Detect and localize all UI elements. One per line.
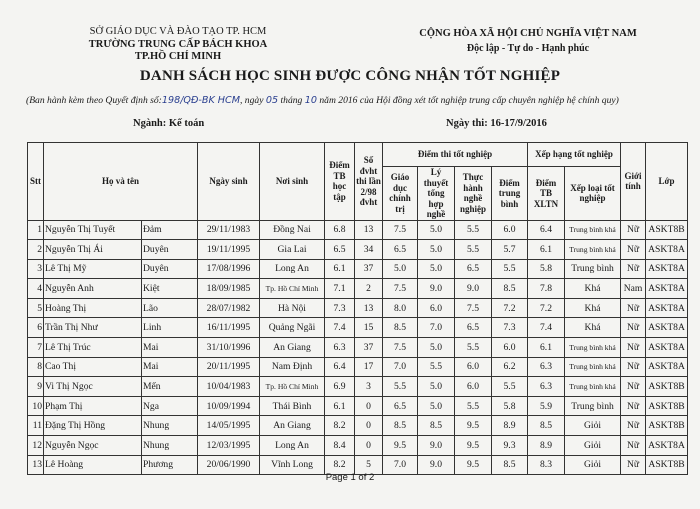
cell-stt: 5	[28, 298, 44, 318]
cell-class: ASKT8B	[646, 377, 688, 397]
cell-first-name: Đảm	[142, 220, 198, 240]
cell-dob: 17/08/1996	[198, 259, 260, 279]
cell-civics: 7.5	[383, 220, 418, 240]
cell-civics: 8.5	[383, 318, 418, 338]
cell-gender: Nữ	[621, 436, 646, 456]
cell-grad-score: 8.5	[528, 416, 565, 436]
cell-first-name: Linh	[142, 318, 198, 338]
cell-gpa: 7.4	[325, 318, 355, 338]
cell-grad-score: 7.4	[528, 318, 565, 338]
cell-class: ASKT8A	[646, 298, 688, 318]
cell-gpa: 6.8	[325, 220, 355, 240]
cell-class: ASKT8A	[646, 357, 688, 377]
cell-class: ASKT8B	[646, 416, 688, 436]
decree-day: 05	[265, 95, 279, 106]
cell-stt: 2	[28, 240, 44, 260]
cell-grade: Khá	[565, 298, 621, 318]
cell-grad-score: 7.2	[528, 298, 565, 318]
cell-stt: 12	[28, 436, 44, 456]
cell-practice: 9.5	[455, 455, 492, 475]
cell-class: ASKT8A	[646, 436, 688, 456]
cell-grad-score: 6.1	[528, 240, 565, 260]
cell-stt: 10	[28, 396, 44, 416]
cell-first-name: Nhung	[142, 416, 198, 436]
col-grade: Xếp loại tốt nghiệp	[565, 167, 621, 221]
decree-prefix: (Ban hành kèm theo Quyết định số:	[26, 95, 162, 106]
cell-last-name: Nguyễn Thị Tuyết	[44, 220, 142, 240]
cell-civics: 8.0	[383, 298, 418, 318]
cell-exam-avg: 8.9	[492, 416, 528, 436]
cell-grad-score: 7.8	[528, 279, 565, 299]
col-class: Lớp	[646, 143, 688, 221]
cell-last-name: Nguyễn Ngọc	[44, 436, 142, 456]
cell-pob: Nam Định	[260, 357, 325, 377]
cell-gender: Nữ	[621, 357, 646, 377]
cell-stt: 3	[28, 259, 44, 279]
decree-number: 198/QĐ-BK HCM	[161, 95, 240, 106]
cell-practice: 6.5	[455, 259, 492, 279]
col-exam-avg: Điểm trung bình	[492, 167, 528, 221]
cell-grade: Trung bình khá	[565, 240, 621, 260]
cell-class: ASKT8A	[646, 240, 688, 260]
cell-grade: Trung bình khá	[565, 338, 621, 358]
cell-exam-avg: 6.2	[492, 357, 528, 377]
cell-grade: Trung bình khá	[565, 220, 621, 240]
cell-last-name: Trần Thị Như	[44, 318, 142, 338]
cell-exam-avg: 6.0	[492, 220, 528, 240]
cell-last-name: Hoàng Thị	[44, 298, 142, 318]
cell-gpa: 6.4	[325, 357, 355, 377]
cell-class: ASKT8A	[646, 338, 688, 358]
cell-last-name: Lê Thị Trúc	[44, 338, 142, 358]
table-row	[28, 240, 688, 260]
cell-pob: Quảng Ngãi	[260, 318, 325, 338]
page-title: DANH SÁCH HỌC SINH ĐƯỢC CÔNG NHẬN TỐT NGHIỆP	[139, 68, 561, 84]
cell-pob: Tp. Hồ Chí Minh	[260, 279, 325, 299]
cell-stt: 4	[28, 279, 44, 299]
table-row	[28, 279, 688, 299]
table-row	[28, 298, 688, 318]
table-row	[28, 396, 688, 416]
cell-dob: 18/09/1985	[198, 279, 260, 299]
col-stt: Stt	[28, 143, 44, 221]
table-row	[28, 338, 688, 358]
cell-retake: 15	[355, 318, 383, 338]
cell-stt: 1	[28, 220, 44, 240]
cell-practice: 6.5	[455, 318, 492, 338]
exam-date-label: Ngày thi: 16-17/9/2016	[446, 118, 547, 129]
cell-gender: Nữ	[621, 377, 646, 397]
cell-civics: 5.5	[383, 377, 418, 397]
table-row	[28, 436, 688, 456]
cell-theory: 5.0	[418, 259, 455, 279]
cell-civics: 8.5	[383, 416, 418, 436]
cell-practice: 5.5	[455, 396, 492, 416]
cell-dob: 20/11/1995	[198, 357, 260, 377]
col-civics: Giáo dục chính trị	[383, 167, 418, 221]
cell-grade: Giỏi	[565, 455, 621, 475]
cell-grade: Trung bình khá	[565, 377, 621, 397]
issuer-block	[58, 26, 298, 64]
cell-exam-avg: 7.3	[492, 318, 528, 338]
cell-exam-avg: 5.5	[492, 377, 528, 397]
cell-pob: Đồng Nai	[260, 220, 325, 240]
cell-theory: 9.0	[418, 455, 455, 475]
cell-pob: Thái Bình	[260, 396, 325, 416]
col-grad-score: Điểm TB XLTN	[528, 167, 565, 221]
cell-first-name: Phương	[142, 455, 198, 475]
decree-day-label: , ngày	[240, 95, 264, 106]
page-number: Page 1 of 2	[325, 472, 375, 483]
cell-retake: 0	[355, 436, 383, 456]
cell-grade: Khá	[565, 279, 621, 299]
cell-exam-avg: 8.5	[492, 455, 528, 475]
cell-gender: Nữ	[621, 455, 646, 475]
cell-gpa: 6.1	[325, 259, 355, 279]
cell-dob: 31/10/1996	[198, 338, 260, 358]
cell-grad-score: 8.9	[528, 436, 565, 456]
cell-dob: 10/04/1983	[198, 377, 260, 397]
cell-class: ASKT8B	[646, 455, 688, 475]
col-gpa: Điểm TB học tập	[325, 143, 355, 221]
cell-first-name: Duyên	[142, 240, 198, 260]
col-theory: Lý thuyết tổng hợp nghề	[418, 167, 455, 221]
cell-grad-score: 6.4	[528, 220, 565, 240]
cell-first-name: Duyên	[142, 259, 198, 279]
cell-retake: 2	[355, 279, 383, 299]
cell-gender: Nữ	[621, 298, 646, 318]
cell-civics: 9.5	[383, 436, 418, 456]
cell-practice: 9.5	[455, 436, 492, 456]
cell-dob: 28/07/1982	[198, 298, 260, 318]
cell-first-name: Kiệt	[142, 279, 198, 299]
school-city: TP.HỒ CHÍ MINH	[134, 51, 222, 62]
cell-theory: 8.5	[418, 416, 455, 436]
cell-gender: Nữ	[621, 318, 646, 338]
cell-grad-score: 5.8	[528, 259, 565, 279]
cell-retake: 0	[355, 396, 383, 416]
cell-last-name: Cao Thị	[44, 357, 142, 377]
col-rank-group: Xếp hạng tốt nghiệp	[528, 143, 621, 167]
cell-last-name: Lê Hoàng	[44, 455, 142, 475]
cell-last-name: Vi Thị Ngọc	[44, 377, 142, 397]
cell-last-name: Lê Thị Mỹ	[44, 259, 142, 279]
cell-gender: Nữ	[621, 338, 646, 358]
cell-civics: 6.5	[383, 396, 418, 416]
cell-grade: Trung bình khá	[565, 357, 621, 377]
cell-class: ASKT8A	[646, 279, 688, 299]
cell-practice: 6.0	[455, 357, 492, 377]
cell-exam-avg: 7.2	[492, 298, 528, 318]
cell-gender: Nữ	[621, 416, 646, 436]
col-name: Họ và tên	[44, 143, 198, 221]
cell-theory: 5.0	[418, 338, 455, 358]
cell-theory: 7.0	[418, 318, 455, 338]
cell-practice: 5.5	[455, 240, 492, 260]
cell-gpa: 6.9	[325, 377, 355, 397]
cell-gpa: 7.3	[325, 298, 355, 318]
cell-stt: 11	[28, 416, 44, 436]
cell-practice: 7.5	[455, 298, 492, 318]
cell-gender: Nữ	[621, 396, 646, 416]
cell-first-name: Nga	[142, 396, 198, 416]
cell-grad-score: 6.3	[528, 377, 565, 397]
cell-theory: 9.0	[418, 436, 455, 456]
cell-grad-score: 6.1	[528, 338, 565, 358]
cell-theory: 5.0	[418, 240, 455, 260]
table-row	[28, 377, 688, 397]
cell-theory: 5.0	[418, 377, 455, 397]
cell-first-name: Nhung	[142, 436, 198, 456]
cell-pob: Hà Nội	[260, 298, 325, 318]
cell-class: ASKT8B	[646, 220, 688, 240]
cell-pob: Gia Lai	[260, 240, 325, 260]
cell-civics: 7.0	[383, 455, 418, 475]
decree-line	[26, 95, 686, 106]
cell-gpa: 8.2	[325, 416, 355, 436]
cell-first-name: Mai	[142, 357, 198, 377]
cell-pob: An Giang	[260, 338, 325, 358]
cell-retake: 34	[355, 240, 383, 260]
cell-practice: 6.0	[455, 377, 492, 397]
school-name: TRƯỜNG TRUNG CẤP BÁCH KHOA	[88, 38, 268, 50]
cell-gpa: 8.4	[325, 436, 355, 456]
decree-month: 10	[304, 95, 317, 106]
table-row	[28, 318, 688, 338]
cell-grade: Trung bình	[565, 396, 621, 416]
cell-class: ASKT8A	[646, 318, 688, 338]
cell-exam-avg: 8.5	[492, 279, 528, 299]
cell-last-name: Đặng Thị Hồng	[44, 416, 142, 436]
cell-civics: 7.0	[383, 357, 418, 377]
cell-civics: 6.5	[383, 240, 418, 260]
col-practice: Thực hành nghề nghiệp	[455, 167, 492, 221]
department-name: SỞ GIÁO DỤC VÀ ĐÀO TẠO TP. HCM	[89, 26, 267, 37]
cell-gender: Nữ	[621, 259, 646, 279]
cell-theory: 5.0	[418, 220, 455, 240]
cell-gpa: 7.1	[325, 279, 355, 299]
cell-pob: Tp. Hồ Chí Minh	[260, 377, 325, 397]
cell-civics: 5.0	[383, 259, 418, 279]
cell-first-name: Mai	[142, 338, 198, 358]
cell-grad-score: 6.3	[528, 357, 565, 377]
cell-retake: 0	[355, 416, 383, 436]
cell-practice: 9.5	[455, 416, 492, 436]
cell-grad-score: 8.3	[528, 455, 565, 475]
cell-stt: 13	[28, 455, 44, 475]
cell-exam-avg: 5.7	[492, 240, 528, 260]
cell-last-name: Nguyễn Anh	[44, 279, 142, 299]
cell-stt: 7	[28, 338, 44, 358]
cell-exam-avg: 5.5	[492, 259, 528, 279]
cell-dob: 10/09/1994	[198, 396, 260, 416]
cell-dob: 29/11/1983	[198, 220, 260, 240]
table-body	[28, 220, 688, 475]
cell-gpa: 6.1	[325, 396, 355, 416]
cell-retake: 37	[355, 259, 383, 279]
cell-exam-avg: 5.8	[492, 396, 528, 416]
cell-exam-avg: 6.0	[492, 338, 528, 358]
cell-practice: 5.5	[455, 220, 492, 240]
cell-class: ASKT8A	[646, 259, 688, 279]
cell-pob: An Giang	[260, 416, 325, 436]
cell-grad-score: 5.9	[528, 396, 565, 416]
cell-gender: Nữ	[621, 240, 646, 260]
table-row	[28, 357, 688, 377]
republic-name: CỘNG HÒA XÃ HỘI CHỦ NGHĨA VIỆT NAM	[419, 28, 637, 39]
cell-retake: 3	[355, 377, 383, 397]
cell-class: ASKT8B	[646, 396, 688, 416]
cell-grade: Khá	[565, 318, 621, 338]
cell-grade: Giỏi	[565, 436, 621, 456]
col-dob: Ngày sinh	[198, 143, 260, 221]
table-row	[28, 416, 688, 436]
table-row	[28, 259, 688, 279]
cell-dob: 20/06/1990	[198, 455, 260, 475]
national-motto: Độc lập - Tự do - Hạnh phúc	[466, 43, 590, 54]
cell-civics: 7.5	[383, 338, 418, 358]
cell-last-name: Phạm Thị	[44, 396, 142, 416]
cell-retake: 13	[355, 298, 383, 318]
cell-theory: 5.0	[418, 396, 455, 416]
cell-theory: 5.5	[418, 357, 455, 377]
cell-exam-avg: 9.3	[492, 436, 528, 456]
cell-first-name: Lão	[142, 298, 198, 318]
cell-first-name: Mến	[142, 377, 198, 397]
col-exam-group: Điểm thi tốt nghiệp	[383, 143, 528, 167]
col-pob: Nơi sinh	[260, 143, 325, 221]
cell-grade: Giỏi	[565, 416, 621, 436]
cell-retake: 37	[355, 338, 383, 358]
cell-stt: 8	[28, 357, 44, 377]
cell-practice: 5.5	[455, 338, 492, 358]
cell-dob: 14/05/1995	[198, 416, 260, 436]
cell-gender: Nam	[621, 279, 646, 299]
decree-suffix: năm 2016 của Hội đồng xét tốt nghiệp trung cấp chuyên nghiệp hệ chính quy)	[319, 95, 619, 106]
major-label: Ngành: Kế toán	[133, 118, 205, 129]
cell-last-name: Nguyễn Thị Ái	[44, 240, 142, 260]
cell-gpa: 6.3	[325, 338, 355, 358]
national-header	[388, 26, 668, 56]
cell-civics: 7.5	[383, 279, 418, 299]
cell-retake: 13	[355, 220, 383, 240]
graduate-table	[27, 142, 688, 475]
cell-gpa: 6.5	[325, 240, 355, 260]
cell-stt: 6	[28, 318, 44, 338]
cell-theory: 6.0	[418, 298, 455, 318]
cell-practice: 9.0	[455, 279, 492, 299]
cell-dob: 16/11/1995	[198, 318, 260, 338]
cell-grade: Trung bình	[565, 259, 621, 279]
col-gender: Giới tính	[621, 143, 646, 221]
col-retake: Số đvht thi lần 2/98 đvht	[355, 143, 383, 221]
cell-pob: Vĩnh Long	[260, 455, 325, 475]
cell-retake: 5	[355, 455, 383, 475]
cell-gender: Nữ	[621, 220, 646, 240]
cell-dob: 19/11/1995	[198, 240, 260, 260]
cell-dob: 12/03/1995	[198, 436, 260, 456]
decree-month-label: tháng	[280, 95, 303, 106]
table-row	[28, 220, 688, 240]
cell-gpa: 8.2	[325, 455, 355, 475]
cell-retake: 17	[355, 357, 383, 377]
cell-pob: Long An	[260, 436, 325, 456]
cell-theory: 9.0	[418, 279, 455, 299]
cell-stt: 9	[28, 377, 44, 397]
cell-pob: Long An	[260, 259, 325, 279]
